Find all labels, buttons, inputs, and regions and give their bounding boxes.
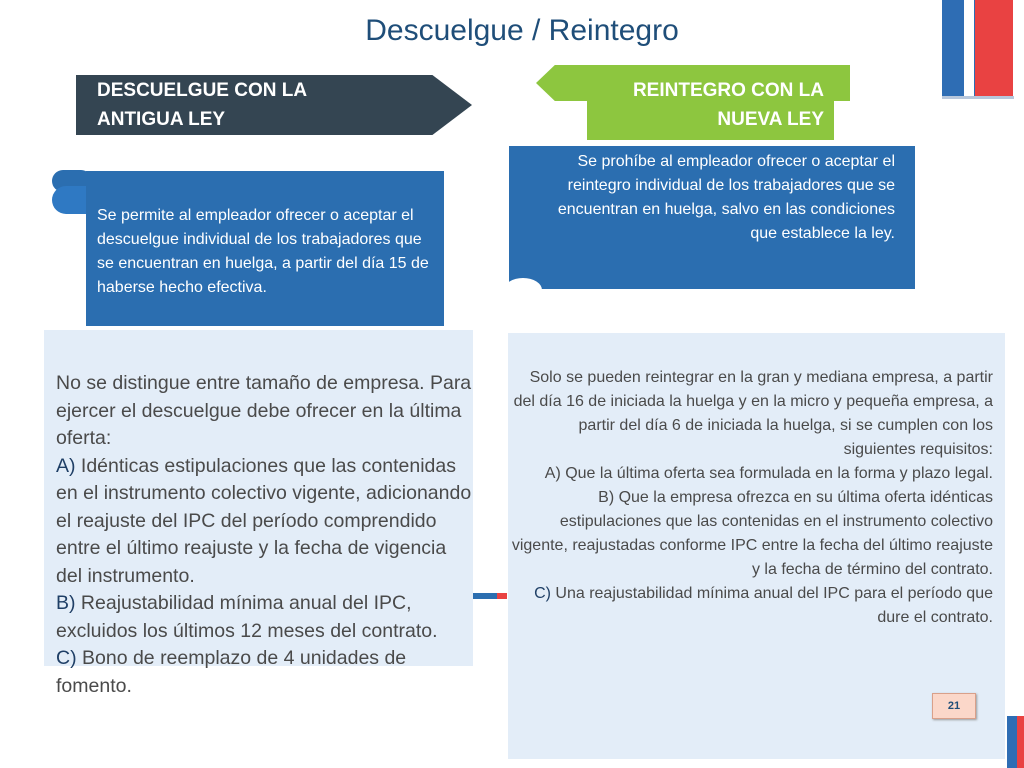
left-item-a-label: A) [56, 454, 76, 477]
right-header-line1: REINTEGRO CON LA [632, 80, 824, 101]
right-intro: Solo se pueden reintegrar en la gran y mediana empresa, a partir del día 16 de iniciada la huelga y en la micro y pequeña empresa, a partir del día 6 de iniciada la huelga, si se cumplen con los siguientes requisitos: [513, 369, 993, 458]
flag-stripe-white [964, 0, 974, 96]
right-item-a: A) Que la última oferta sea formulada en la forma y plazo legal. [544, 465, 993, 482]
right-header-label [560, 76, 824, 134]
right-blue-text: Se prohíbe al empleador ofrecer o aceptar el reintegro individual de los trabajadores que se encuentran en huelga, salvo en las condiciones que establece la ley. [557, 153, 895, 242]
connector-red [497, 593, 507, 599]
right-item-c-label: C) [534, 585, 551, 602]
right-item-c [505, 582, 993, 630]
right-item-c-text: Una reajustabilidad mínima anual del IPC para el período que dure el contrato. [550, 585, 993, 626]
left-item-a-text: Idénticas estipulaciones que las contenidas en el instrumento colectivo vigente, adicionando el reajuste del IPC del período comprendido entre el último reajuste y la fecha de vigencia del instrumento. [56, 454, 472, 587]
connector-blue [473, 593, 497, 599]
left-header-label [97, 76, 397, 134]
flag-shadow [942, 96, 1014, 99]
right-blue-box [509, 146, 915, 289]
left-blue-box [86, 171, 444, 326]
left-item-b-text: Reajustabilidad mínima anual del IPC, excluidos los últimos 12 meses del contrato. [56, 592, 438, 642]
bottom-corner-stripe-red [1017, 716, 1024, 768]
right-box-corner-shape [504, 278, 542, 302]
left-item-b-label: B) [56, 592, 76, 614]
left-header-line1: DESCUELGUE CON LA [97, 80, 308, 101]
left-item-c-label: C) [56, 647, 77, 669]
right-panel-text [505, 366, 993, 630]
right-item-b: B) Que la empresa ofrezca en su última oferta idénticas estipulaciones que las contenidas en el instrumento colectivo vigente, reajustadas conforme IPC entre la fecha del último reajuste y la fecha de término del contrato. [511, 489, 993, 578]
left-header-line2: ANTIGUA LEY [97, 109, 226, 130]
left-item-c-text: Bono de reemplazo de 4 unidades de fomento. [56, 647, 407, 697]
left-intro: No se distingue entre tamaño de empresa. Para ejercer el descuelgue debe ofrecer en la última oferta: [56, 372, 472, 449]
page-number-badge: 21 [932, 693, 976, 719]
slide-title: Descuelgue / Reintegro [365, 14, 679, 47]
right-header-line2: NUEVA LEY [717, 109, 824, 130]
flag-stripe-red [975, 0, 1013, 96]
left-blue-text: Se permite al empleador ofrecer o aceptar el descuelgue individual de los trabajadores que se encuentran en huelga, a partir del día 15 de haberse hecho efectiva. [97, 207, 429, 296]
left-panel-text [56, 370, 474, 700]
